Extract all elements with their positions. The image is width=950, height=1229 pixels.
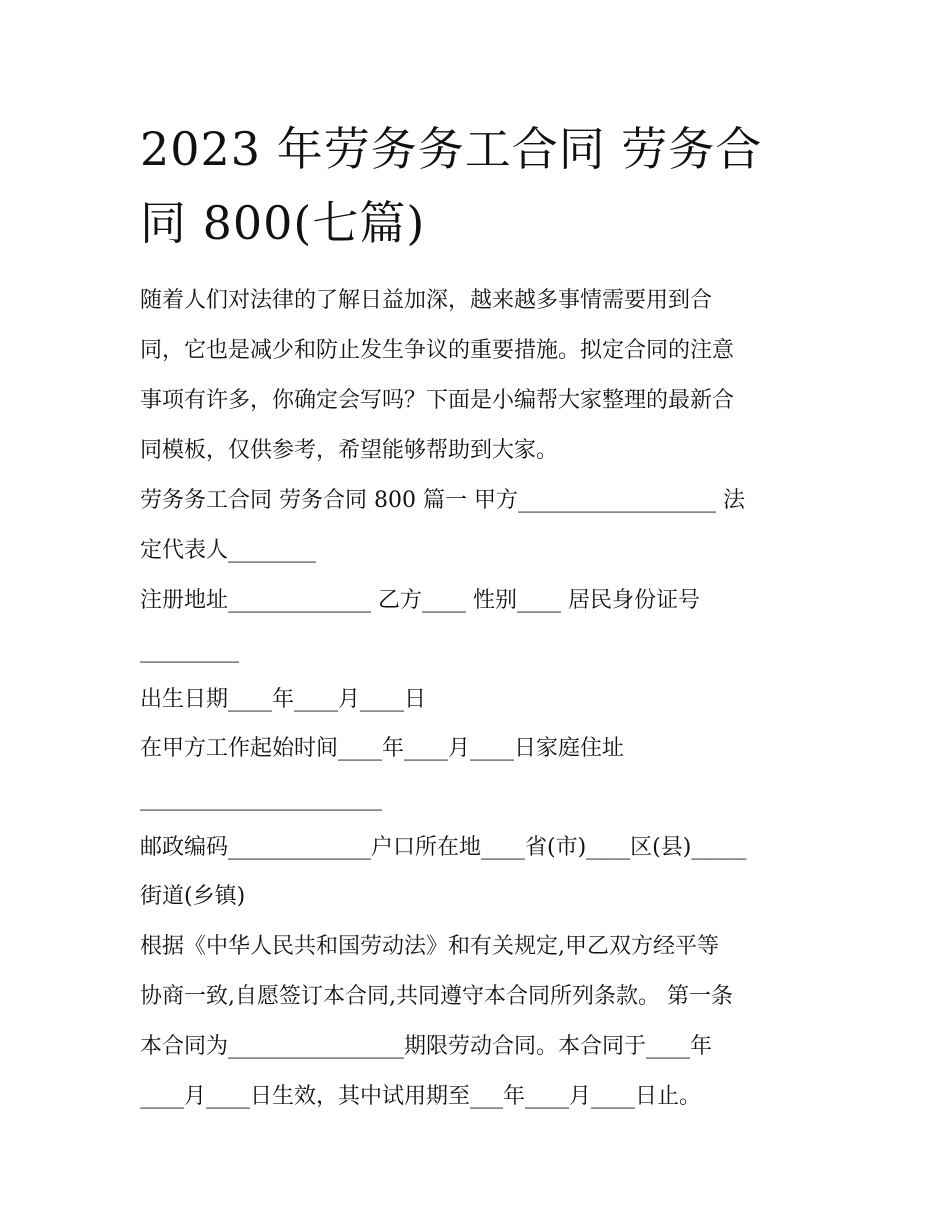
contract-line: 根据《中华人民共和国劳动法》和有关规定,甲乙双方经平等 [140, 934, 719, 959]
contract-line: 在甲方工作起始时间____年____月____日家庭住址 [140, 736, 625, 761]
contract-line: 本合同为________________期限劳动合同。本合同于____年 [140, 1034, 713, 1059]
document-title [140, 112, 820, 260]
contract-line: ____月____日生效，其中试用期至___年____月____日止。 [140, 1084, 702, 1109]
intro-line: 事项有许多，你确定会写吗？下面是小编帮大家整理的最新合 [140, 388, 735, 413]
contract-line: 注册地址_____________ 乙方____ 性别____ 居民身份证号 [140, 588, 700, 613]
contract-line: 邮政编码_____________户口所在地____省(市)____区(县)_____ [140, 835, 747, 860]
title-line-2: 同 800(七篇) [140, 196, 426, 250]
contract-line: 街道(乡镇) [140, 884, 246, 909]
document-body [140, 276, 820, 1122]
intro-line: 随着人们对法律的了解日益加深，越来越多事情需要用到合 [140, 288, 713, 313]
intro-line: 同模板，仅供参考，希望能够帮助到大家。 [140, 438, 559, 463]
contract-line: 定代表人________ [140, 538, 317, 563]
contract-line: 出生日期____年____月____日 [140, 687, 427, 712]
contract-line: _________ [140, 638, 239, 663]
intro-paragraph [140, 276, 820, 476]
contract-line: ______________________ [140, 786, 382, 811]
contract-line: 劳务务工合同 劳务合同 800 篇一 甲方__________________ 法 [140, 488, 745, 513]
contract-line: 协商一致,自愿签订本合同,共同遵守本合同所列条款。 第一条 [140, 984, 733, 1009]
contract-section [140, 476, 820, 1122]
intro-line: 同，它也是减少和防止发生争议的重要措施。拟定合同的注意 [140, 338, 735, 363]
title-line-1: 2023 年劳务务工合同 劳务合 [140, 122, 763, 176]
